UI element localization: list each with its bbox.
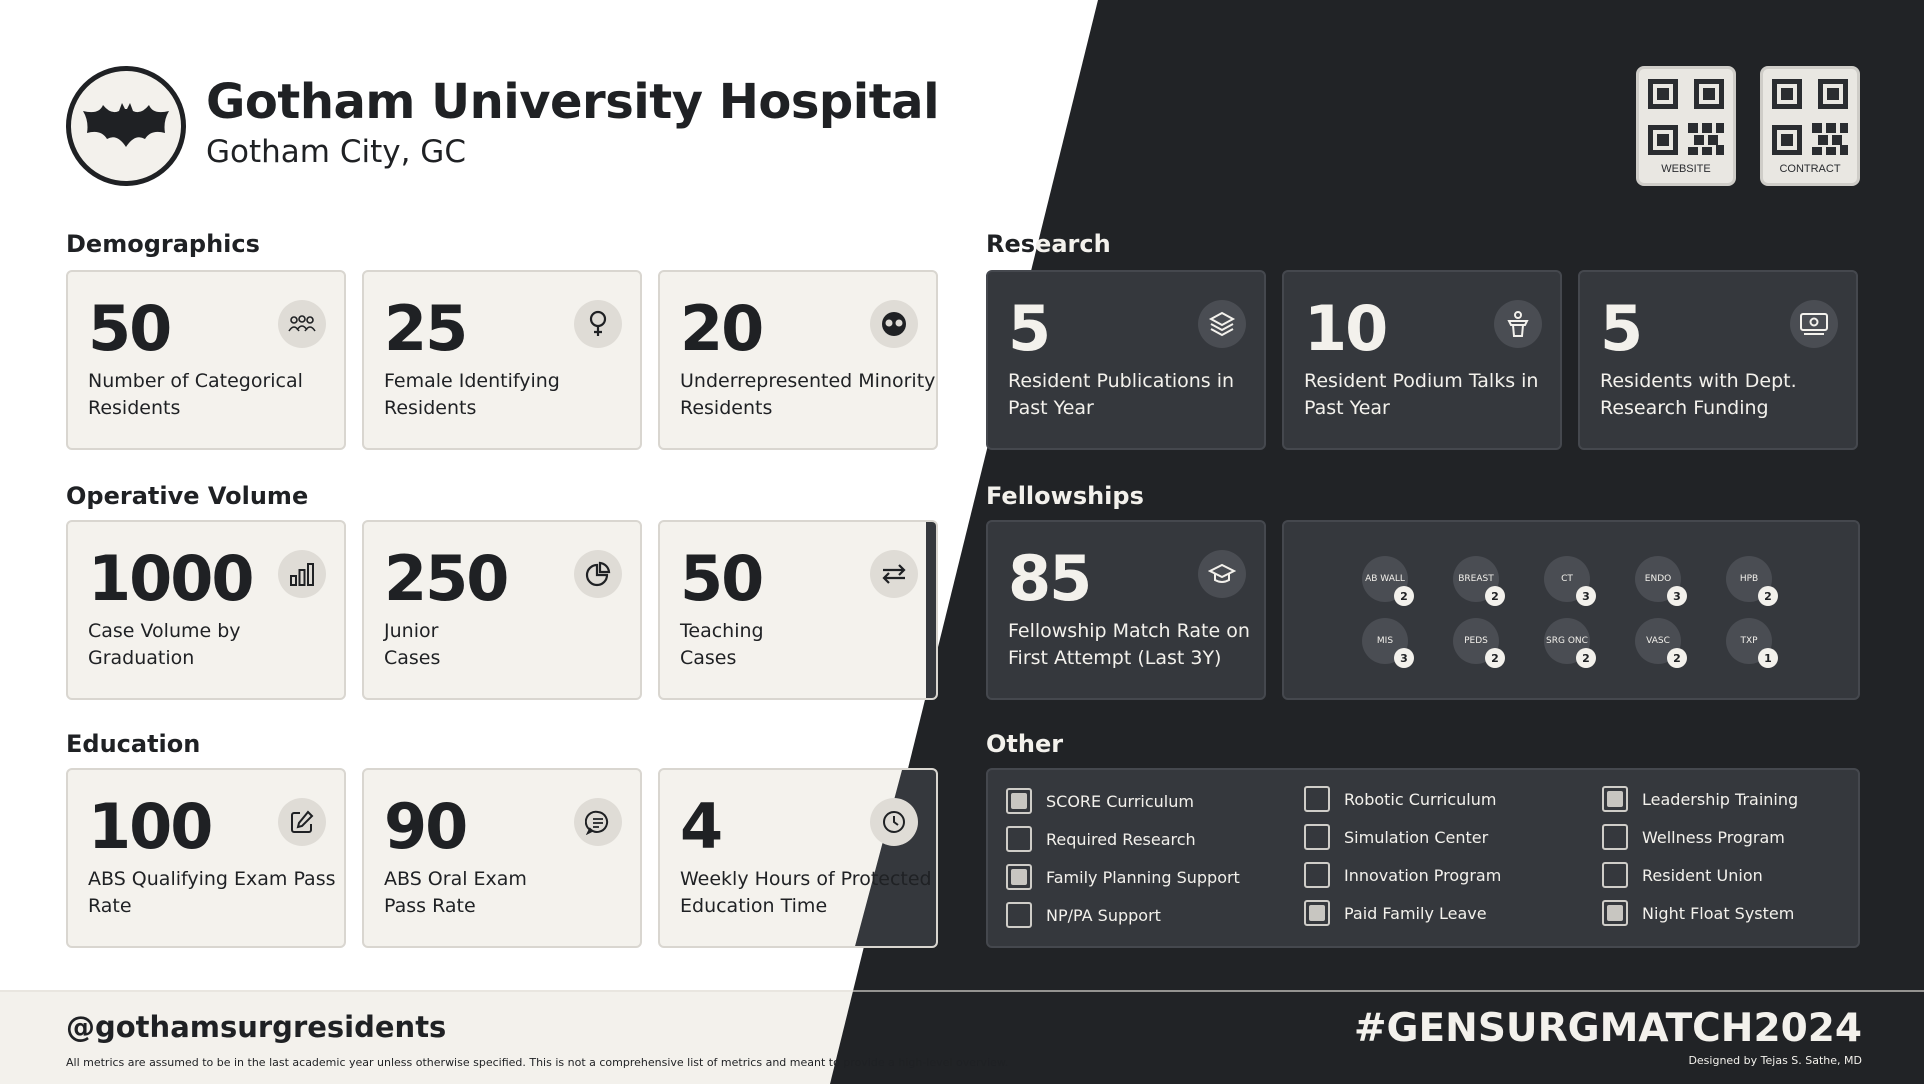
pie-chart-icon <box>574 550 622 598</box>
designer-credit: Designed by Tejas S. Sathe, MD <box>1688 1054 1862 1067</box>
female-icon <box>574 300 622 348</box>
stat-label: Residents with Dept. Research Funding <box>1600 370 1797 419</box>
checkbox-required-research[interactable]: Required Research <box>1006 826 1196 852</box>
checkbox-paid-family-leave[interactable]: Paid Family Leave <box>1304 900 1487 926</box>
hashtag: #GENSURGMATCH2024 <box>1353 1006 1862 1051</box>
fellowship-count: 2 <box>1576 648 1596 668</box>
stat-label: Female Identifying Residents <box>384 370 560 419</box>
stat-card-fellowship-match <box>986 520 1266 700</box>
stat-value: 20 <box>680 292 763 365</box>
stat-card-publications <box>986 270 1266 450</box>
fellowship-bubble <box>1726 618 1772 664</box>
checkbox-robotic-curriculum[interactable]: Robotic Curriculum <box>1304 786 1496 812</box>
swap-arrows-icon <box>870 550 918 598</box>
section-title-research <box>986 230 1111 258</box>
stat-card-minority-residents <box>658 270 938 450</box>
fellowship-bubble <box>1453 618 1499 664</box>
stat-label: Junior Cases <box>384 620 441 669</box>
checkbox[interactable] <box>1006 788 1032 814</box>
fellowship-list <box>1282 520 1860 700</box>
qr-contract[interactable] <box>1760 66 1860 186</box>
stat-card-oral-exam <box>362 768 642 948</box>
fellowship-bubble <box>1544 556 1590 602</box>
section-title-fellowships: Fellowships <box>986 482 1144 510</box>
checkbox[interactable] <box>1006 902 1032 928</box>
fellowship-name: AB WALL <box>1365 574 1405 584</box>
stat-label: Underrepresented Minority Residents <box>680 370 936 419</box>
qr-label: CONTRACT <box>1779 163 1841 175</box>
fellowship-count: 1 <box>1758 648 1778 668</box>
research-title-part: earch <box>1035 230 1111 258</box>
edit-icon <box>278 798 326 846</box>
stat-value: 50 <box>680 542 763 615</box>
stat-label: Case Volume by Graduation <box>88 620 241 669</box>
bat-icon <box>81 101 171 151</box>
fellowship-count: 2 <box>1394 586 1414 606</box>
fellowship-name: TXP <box>1740 636 1758 646</box>
stat-label: Resident Podium Talks in Past Year <box>1304 370 1539 419</box>
fellowship-name: MIS <box>1376 636 1394 646</box>
qr-code-icon <box>1768 75 1852 159</box>
graduation-cap-icon <box>1198 550 1246 598</box>
stat-value: 25 <box>384 292 467 365</box>
stat-value: 50 <box>88 292 171 365</box>
stat-value: 250 <box>384 542 508 615</box>
stat-label: ABS Qualifying Exam Pass Rate <box>88 868 336 917</box>
checkbox-family-planning[interactable]: Family Planning Support <box>1006 864 1240 890</box>
fellowship-bubble <box>1635 618 1681 664</box>
clock-icon <box>870 798 918 846</box>
stat-label: Teaching Cases <box>680 620 764 669</box>
fellowship-bubble <box>1362 618 1408 664</box>
checkbox[interactable] <box>1006 864 1032 890</box>
fellowship-name: BREAST <box>1458 574 1494 584</box>
checkbox[interactable] <box>1304 900 1330 926</box>
fellowship-count: 3 <box>1576 586 1596 606</box>
people-icon <box>278 300 326 348</box>
fellowship-count: 2 <box>1758 586 1778 606</box>
stat-value: 90 <box>384 790 467 863</box>
fellowship-bubble <box>1453 556 1499 602</box>
stat-label: ABS Oral Exam Pass Rate <box>384 868 527 917</box>
fellowship-count: 3 <box>1394 648 1414 668</box>
stat-value: 5 <box>1600 292 1642 365</box>
card-dark-edge <box>926 522 938 700</box>
research-title-part: Res <box>986 230 1036 258</box>
disclaimer-text: All metrics are assumed to be in the last academic year unless otherwise specified. This is not a comprehensive list of metrics and meant to provide a high-level overview. <box>66 1056 1009 1069</box>
bat-logo <box>66 66 186 186</box>
stat-value: 4 <box>680 790 722 863</box>
money-icon <box>1790 300 1838 348</box>
checkbox-wellness-program[interactable]: Wellness Program <box>1602 824 1785 850</box>
fellowship-bubble <box>1362 556 1408 602</box>
checkbox-np-pa-support[interactable]: NP/PA Support <box>1006 902 1161 928</box>
fellowship-name: ENDO <box>1644 574 1672 584</box>
page-title: Gotham University Hospital <box>206 74 940 130</box>
checkbox-score-curriculum[interactable]: SCORE Curriculum <box>1006 788 1194 814</box>
fellowship-count: 3 <box>1667 586 1687 606</box>
stat-value: 5 <box>1008 292 1050 365</box>
checkbox[interactable] <box>1602 824 1628 850</box>
stat-value: 1000 <box>88 542 253 615</box>
stat-value: 100 <box>88 790 212 863</box>
fellowship-name: PEDS <box>1464 636 1488 646</box>
stat-card-qualifying-exam <box>66 768 346 948</box>
stat-card-podium-talks <box>1282 270 1562 450</box>
fellowship-bubble <box>1726 556 1772 602</box>
checkbox-simulation-center[interactable]: Simulation Center <box>1304 824 1488 850</box>
checkbox-leadership-training[interactable]: Leadership Training <box>1602 786 1798 812</box>
stat-card-research-funding <box>1578 270 1858 450</box>
section-title-education: Education <box>66 730 201 758</box>
checkbox[interactable] <box>1602 900 1628 926</box>
stat-card-education-time <box>658 768 938 948</box>
fellowship-name: VASC <box>1646 636 1670 646</box>
chat-icon <box>574 798 622 846</box>
section-title-demographics: Demographics <box>66 230 260 258</box>
page-subtitle: Gotham City, GC <box>206 134 466 170</box>
checkbox[interactable] <box>1304 786 1330 812</box>
stat-label: Weekly Hours of Protected Education Time <box>680 868 932 917</box>
section-title-other: Other <box>986 730 1064 758</box>
stat-card-categorical-residents <box>66 270 346 450</box>
stat-card-case-volume <box>66 520 346 700</box>
layers-icon <box>1198 300 1246 348</box>
checkbox-innovation-program[interactable]: Innovation Program <box>1304 862 1501 888</box>
stat-label: Fellowship Match Rate on First Attempt (Last 3Y) <box>1008 620 1250 669</box>
checkbox[interactable] <box>1602 786 1628 812</box>
checkbox-night-float[interactable]: Night Float System <box>1602 900 1794 926</box>
fellowship-name: CT <box>1561 574 1573 584</box>
fellowship-count: 2 <box>1485 648 1505 668</box>
checkbox[interactable] <box>1304 862 1330 888</box>
checkbox[interactable] <box>1006 826 1032 852</box>
fellowship-name: HPB <box>1739 574 1759 584</box>
podium-icon <box>1494 300 1542 348</box>
stat-card-teaching-cases <box>658 520 938 700</box>
fellowship-name: SRG ONC <box>1546 636 1588 646</box>
bar-chart-icon <box>278 550 326 598</box>
stat-card-female-residents <box>362 270 642 450</box>
stat-value: 10 <box>1304 292 1387 365</box>
fellowship-bubble <box>1544 618 1590 664</box>
section-title-operative: Operative Volume <box>66 482 309 510</box>
social-handle: @gothamsurgresidents <box>66 1010 447 1044</box>
stat-label: Resident Publications in Past Year <box>1008 370 1235 419</box>
stat-label: Number of Categorical Residents <box>88 370 303 419</box>
fellowship-bubble <box>1635 556 1681 602</box>
fellowship-count: 2 <box>1667 648 1687 668</box>
checkbox[interactable] <box>1602 862 1628 888</box>
other-checklist <box>986 768 1860 948</box>
stat-card-junior-cases <box>362 520 642 700</box>
qr-website[interactable] <box>1636 66 1736 186</box>
checkbox-resident-union[interactable]: Resident Union <box>1602 862 1763 888</box>
checkbox[interactable] <box>1304 824 1330 850</box>
qr-label: WEBSITE <box>1661 163 1711 175</box>
fellowship-count: 2 <box>1485 586 1505 606</box>
qr-code-icon <box>1644 75 1728 159</box>
stat-value: 85 <box>1008 542 1091 615</box>
group-faces-icon <box>870 300 918 348</box>
